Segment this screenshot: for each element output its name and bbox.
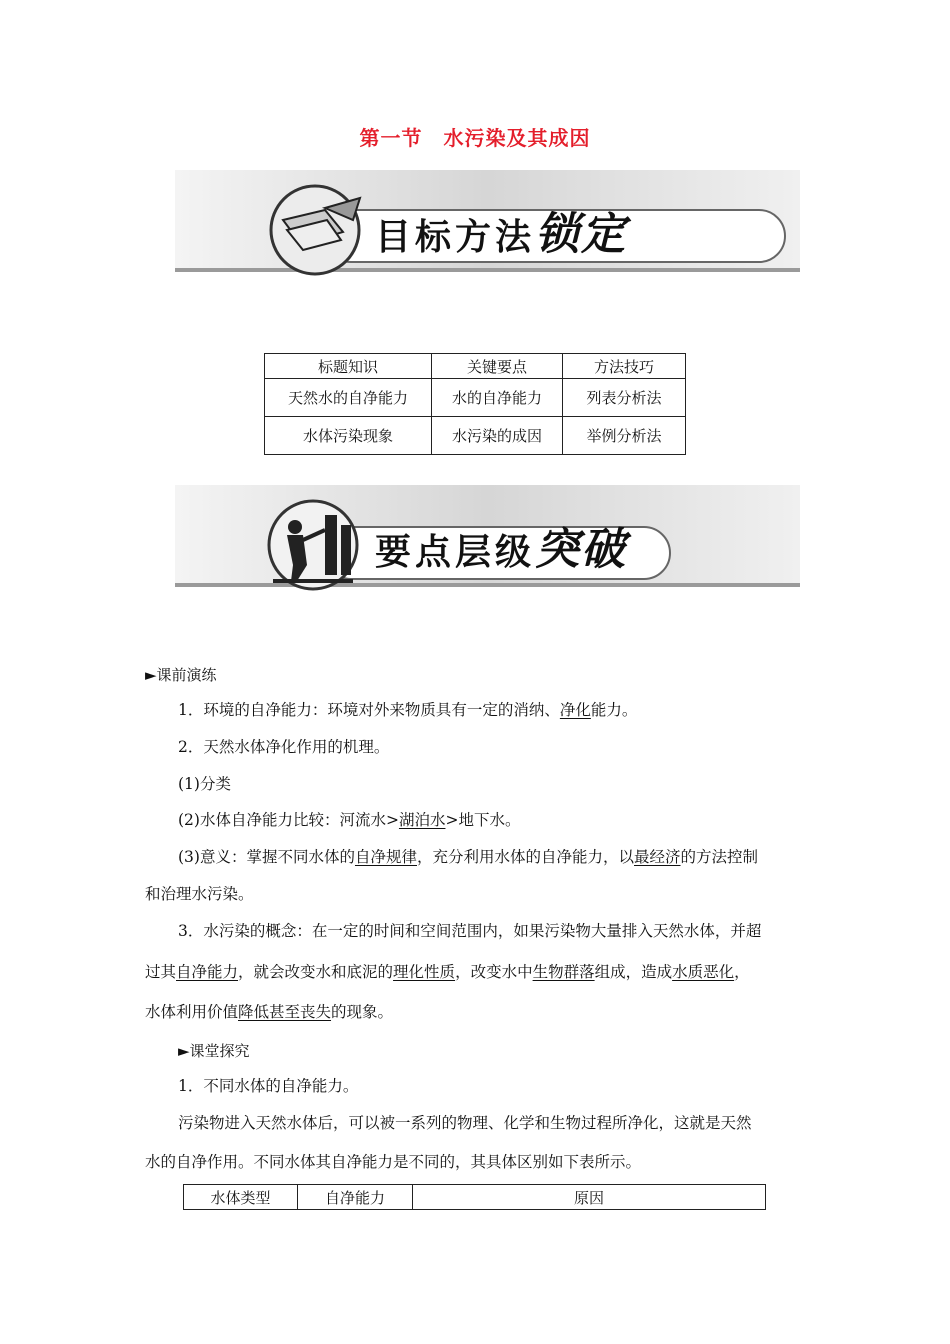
paragraph: 2．天然水体净化作用的机理。 <box>178 738 390 756</box>
paragraph: (3)意义：掌握不同水体的自净规律，充分利用水体的自净能力，以最经济的方法控制 <box>178 848 759 866</box>
paragraph: 和治理水污染。 <box>145 885 254 903</box>
types-header: 原因 <box>413 1185 766 1210</box>
banner1-text: 目标方法锁定 <box>375 209 628 260</box>
types-header: 水体类型 <box>184 1185 298 1210</box>
goals-cell: 水的自净能力 <box>432 379 563 417</box>
goals-cell: 列表分析法 <box>563 379 686 417</box>
goals-header: 标题知识 <box>265 354 432 379</box>
key-points-banner <box>175 485 800 595</box>
goal-method-banner <box>175 170 800 280</box>
paragraph: 污染物进入天然水体后，可以被一系列的物理、化学和生物过程所净化，这就是天然 <box>178 1114 752 1132</box>
types-header: 自净能力 <box>298 1185 413 1210</box>
paragraph: (1)分类 <box>178 775 231 793</box>
paragraph: 水体利用价值降低甚至丧失的现象。 <box>145 1003 394 1021</box>
paragraph: 水的自净作用。不同水体其自净能力是不同的，其具体区别如下表所示。 <box>145 1153 642 1171</box>
paragraph: 1．不同水体的自净能力。 <box>178 1077 359 1095</box>
goals-cell: 天然水的自净能力 <box>265 379 432 417</box>
in-class-label: ►课堂探究 <box>178 1042 250 1060</box>
goals-cell: 水体污染现象 <box>265 417 432 455</box>
banner2-text: 要点层级突破 <box>375 524 628 575</box>
goals-cell: 水污染的成因 <box>432 417 563 455</box>
paragraph: 3．水污染的概念：在一定的时间和空间范围内，如果污染物大量排入天然水体，并超 <box>178 922 762 940</box>
paragraph: 1．环境的自净能力：环境对外来物质具有一定的消纳、净化能力。 <box>178 701 638 719</box>
water-types-table <box>183 1184 766 1210</box>
goals-header: 方法技巧 <box>563 354 686 379</box>
paragraph: (2)水体自净能力比较：河流水>湖泊水>地下水。 <box>178 811 521 829</box>
goals-table <box>264 353 686 455</box>
paragraph: 过其自净能力，就会改变水和底泥的理化性质，改变水中生物群落组成，造成水质恶化， <box>145 963 750 981</box>
pre-class-label: ►课前演练 <box>145 666 217 684</box>
goals-cell: 举例分析法 <box>563 417 686 455</box>
page-title: 第一节 水污染及其成因 <box>359 126 591 150</box>
goals-header: 关键要点 <box>432 354 563 379</box>
